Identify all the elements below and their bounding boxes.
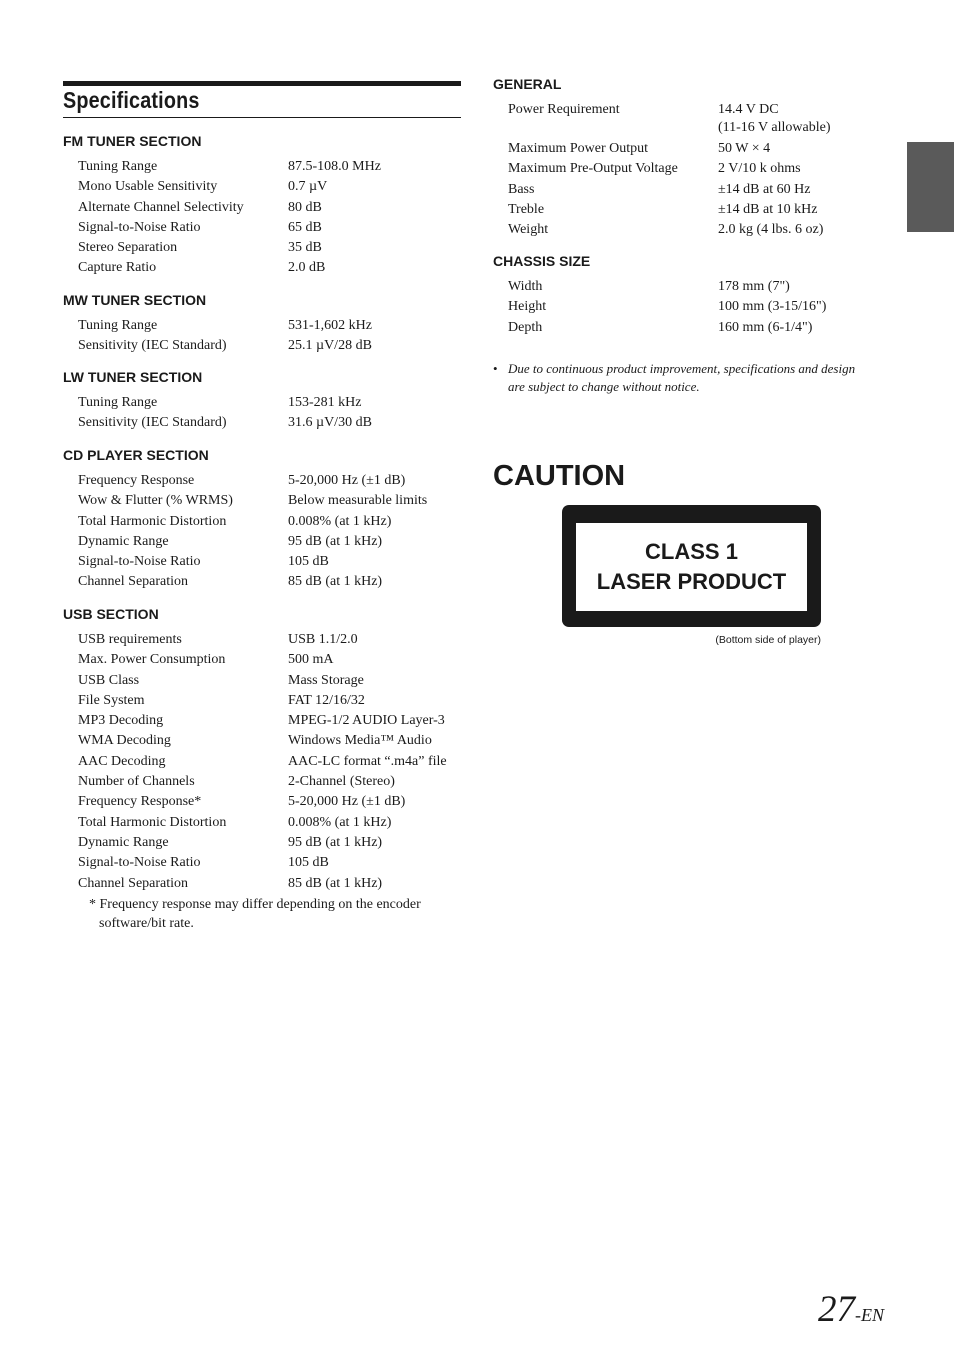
lw-section-heading: LW TUNER SECTION (63, 369, 203, 385)
spec-label: Depth (508, 319, 543, 335)
spec-value: 0.008% (at 1 kHz) (288, 513, 392, 529)
usb-section-heading: USB SECTION (63, 606, 159, 622)
spec-value: ±14 dB at 60 Hz (718, 181, 811, 197)
spec-value: 50 W × 4 (718, 141, 771, 156)
spec-value: Mass Storage (288, 672, 364, 688)
spec-label: Total Harmonic Distortion (78, 513, 227, 529)
spec-value: 5-20,000 Hz (±1 dB) (288, 473, 406, 488)
laser-class-text: CLASS 1 (645, 539, 738, 564)
spec-value: 2 V/10 k ohms (718, 161, 801, 177)
spec-value: 105 dB (288, 554, 329, 570)
note-line: Due to continuous product improvement, specifications and design (508, 361, 856, 376)
spec-value: 25.1 µV/28 dB (288, 338, 372, 354)
title-bottom-rule (63, 117, 461, 118)
spec-value: 95 dB (at 1 kHz) (288, 834, 383, 850)
spec-value: 5-20,000 Hz (±1 dB) (288, 794, 406, 810)
mw-section-heading: MW TUNER SECTION (63, 292, 207, 308)
spec-label: Tuning Range (78, 395, 158, 410)
spec-value: 85 dB (at 1 kHz) (288, 875, 383, 891)
spec-value: 500 mA (288, 652, 334, 668)
spec-value: Windows Media™ Audio (288, 733, 432, 749)
page-number-value: 27 (818, 1289, 855, 1330)
spec-value: 35 dB (288, 240, 322, 256)
spec-value: 87.5-108.0 MHz (288, 159, 381, 174)
spec-label: AAC Decoding (78, 753, 166, 769)
spec-label: Bass (508, 181, 535, 197)
spec-value: 2-Channel (Stereo) (288, 774, 395, 790)
spec-value: 2.0 kg (4 lbs. 6 oz) (718, 222, 824, 238)
spec-label: Channel Separation (78, 574, 189, 590)
spec-value: 105 dB (288, 855, 329, 871)
spec-value: 531-1,602 kHz (288, 318, 372, 333)
spec-label: Maximum Power Output (508, 141, 648, 156)
spec-label: Maximum Pre-Output Voltage (508, 161, 678, 177)
spec-label: Weight (508, 222, 549, 238)
laser-label-inner (576, 523, 807, 611)
spec-label: Sensitivity (IEC Standard) (78, 415, 227, 431)
laser-product-label (562, 505, 821, 627)
spec-value: USB 1.1/2.0 (288, 632, 358, 647)
fm-section-heading: FM TUNER SECTION (63, 133, 202, 149)
spec-label: Capture Ratio (78, 260, 157, 276)
spec-value: Below measurable limits (288, 493, 428, 509)
bullet-icon: • (493, 361, 498, 376)
spec-label: Tuning Range (78, 159, 158, 174)
footnote-line: software/bit rate. (99, 916, 194, 931)
spec-label: Power Requirement (508, 102, 620, 117)
laser-product-text: LASER PRODUCT (596, 569, 787, 594)
note-line: are subject to change without notice. (508, 378, 700, 394)
page-title: Specifications (63, 87, 200, 113)
spec-label: Signal-to-Noise Ratio (78, 554, 201, 570)
section-tab-marker (907, 142, 954, 232)
spec-label: Wow & Flutter (% WRMS) (78, 493, 233, 509)
spec-label: Tuning Range (78, 318, 158, 333)
spec-label: Frequency Response* (78, 794, 202, 810)
spec-value: 160 mm (6-1/4") (718, 319, 813, 335)
spec-value: 65 dB (288, 219, 322, 235)
page-number (818, 1288, 884, 1337)
spec-label: Max. Power Consumption (78, 652, 226, 668)
spec-value: 0.7 µV (288, 179, 328, 195)
spec-value: 80 dB (288, 199, 322, 215)
caution-heading: CAUTION (493, 460, 626, 492)
spec-value: MPEG-1/2 AUDIO Layer-3 (288, 713, 445, 729)
spec-label: Alternate Channel Selectivity (78, 199, 244, 215)
spec-value: 85 dB (at 1 kHz) (288, 574, 383, 590)
spec-value: 100 mm (3-15/16") (718, 299, 827, 315)
spec-value: FAT 12/16/32 (288, 692, 365, 708)
spec-label: USB requirements (78, 632, 182, 647)
spec-value: 0.008% (at 1 kHz) (288, 814, 392, 830)
spec-label: Stereo Separation (78, 240, 178, 256)
page-language-suffix: -EN (855, 1305, 884, 1325)
spec-value: 31.6 µV/30 dB (288, 415, 372, 431)
usb-footnote (89, 895, 459, 933)
spec-value: 95 dB (at 1 kHz) (288, 533, 383, 549)
spec-label: File System (78, 692, 145, 708)
spec-label: MP3 Decoding (78, 713, 164, 729)
spec-value: 2.0 dB (288, 260, 326, 276)
spec-label: Dynamic Range (78, 533, 169, 549)
footnote-line: * Frequency response may differ depending on the encoder (89, 897, 421, 912)
spec-label: Channel Separation (78, 875, 189, 891)
spec-label: WMA Decoding (78, 733, 171, 749)
spec-label: Frequency Response (78, 473, 195, 488)
spec-label: USB Class (78, 672, 140, 688)
spec-label: Total Harmonic Distortion (78, 814, 227, 830)
spec-label: Signal-to-Noise Ratio (78, 855, 201, 871)
spec-label: Dynamic Range (78, 834, 169, 850)
spec-label: Signal-to-Noise Ratio (78, 219, 201, 235)
general-section-heading: GENERAL (493, 76, 562, 92)
spec-label: Mono Usable Sensitivity (78, 179, 218, 195)
cd-section-heading: CD PLAYER SECTION (63, 447, 209, 463)
spec-label: Height (508, 299, 547, 315)
laser-label-caption: (Bottom side of player) (715, 634, 821, 646)
spec-label: Number of Channels (78, 774, 195, 790)
spec-label: Width (508, 279, 543, 294)
spec-value-main: 14.4 V DC (718, 102, 779, 117)
spec-value-sub: (11-16 V allowable) (718, 120, 831, 135)
spec-label: Sensitivity (IEC Standard) (78, 338, 227, 354)
spec-label: Treble (508, 201, 545, 217)
chassis-section-heading: CHASSIS SIZE (493, 253, 591, 269)
spec-value: ±14 dB at 10 kHz (718, 201, 818, 217)
spec-value: 153-281 kHz (288, 395, 362, 410)
spec-value: AAC-LC format “.m4a” file (288, 753, 447, 769)
note-text (508, 360, 893, 395)
spec-value: 178 mm (7") (718, 279, 790, 294)
spec-value (718, 100, 831, 138)
